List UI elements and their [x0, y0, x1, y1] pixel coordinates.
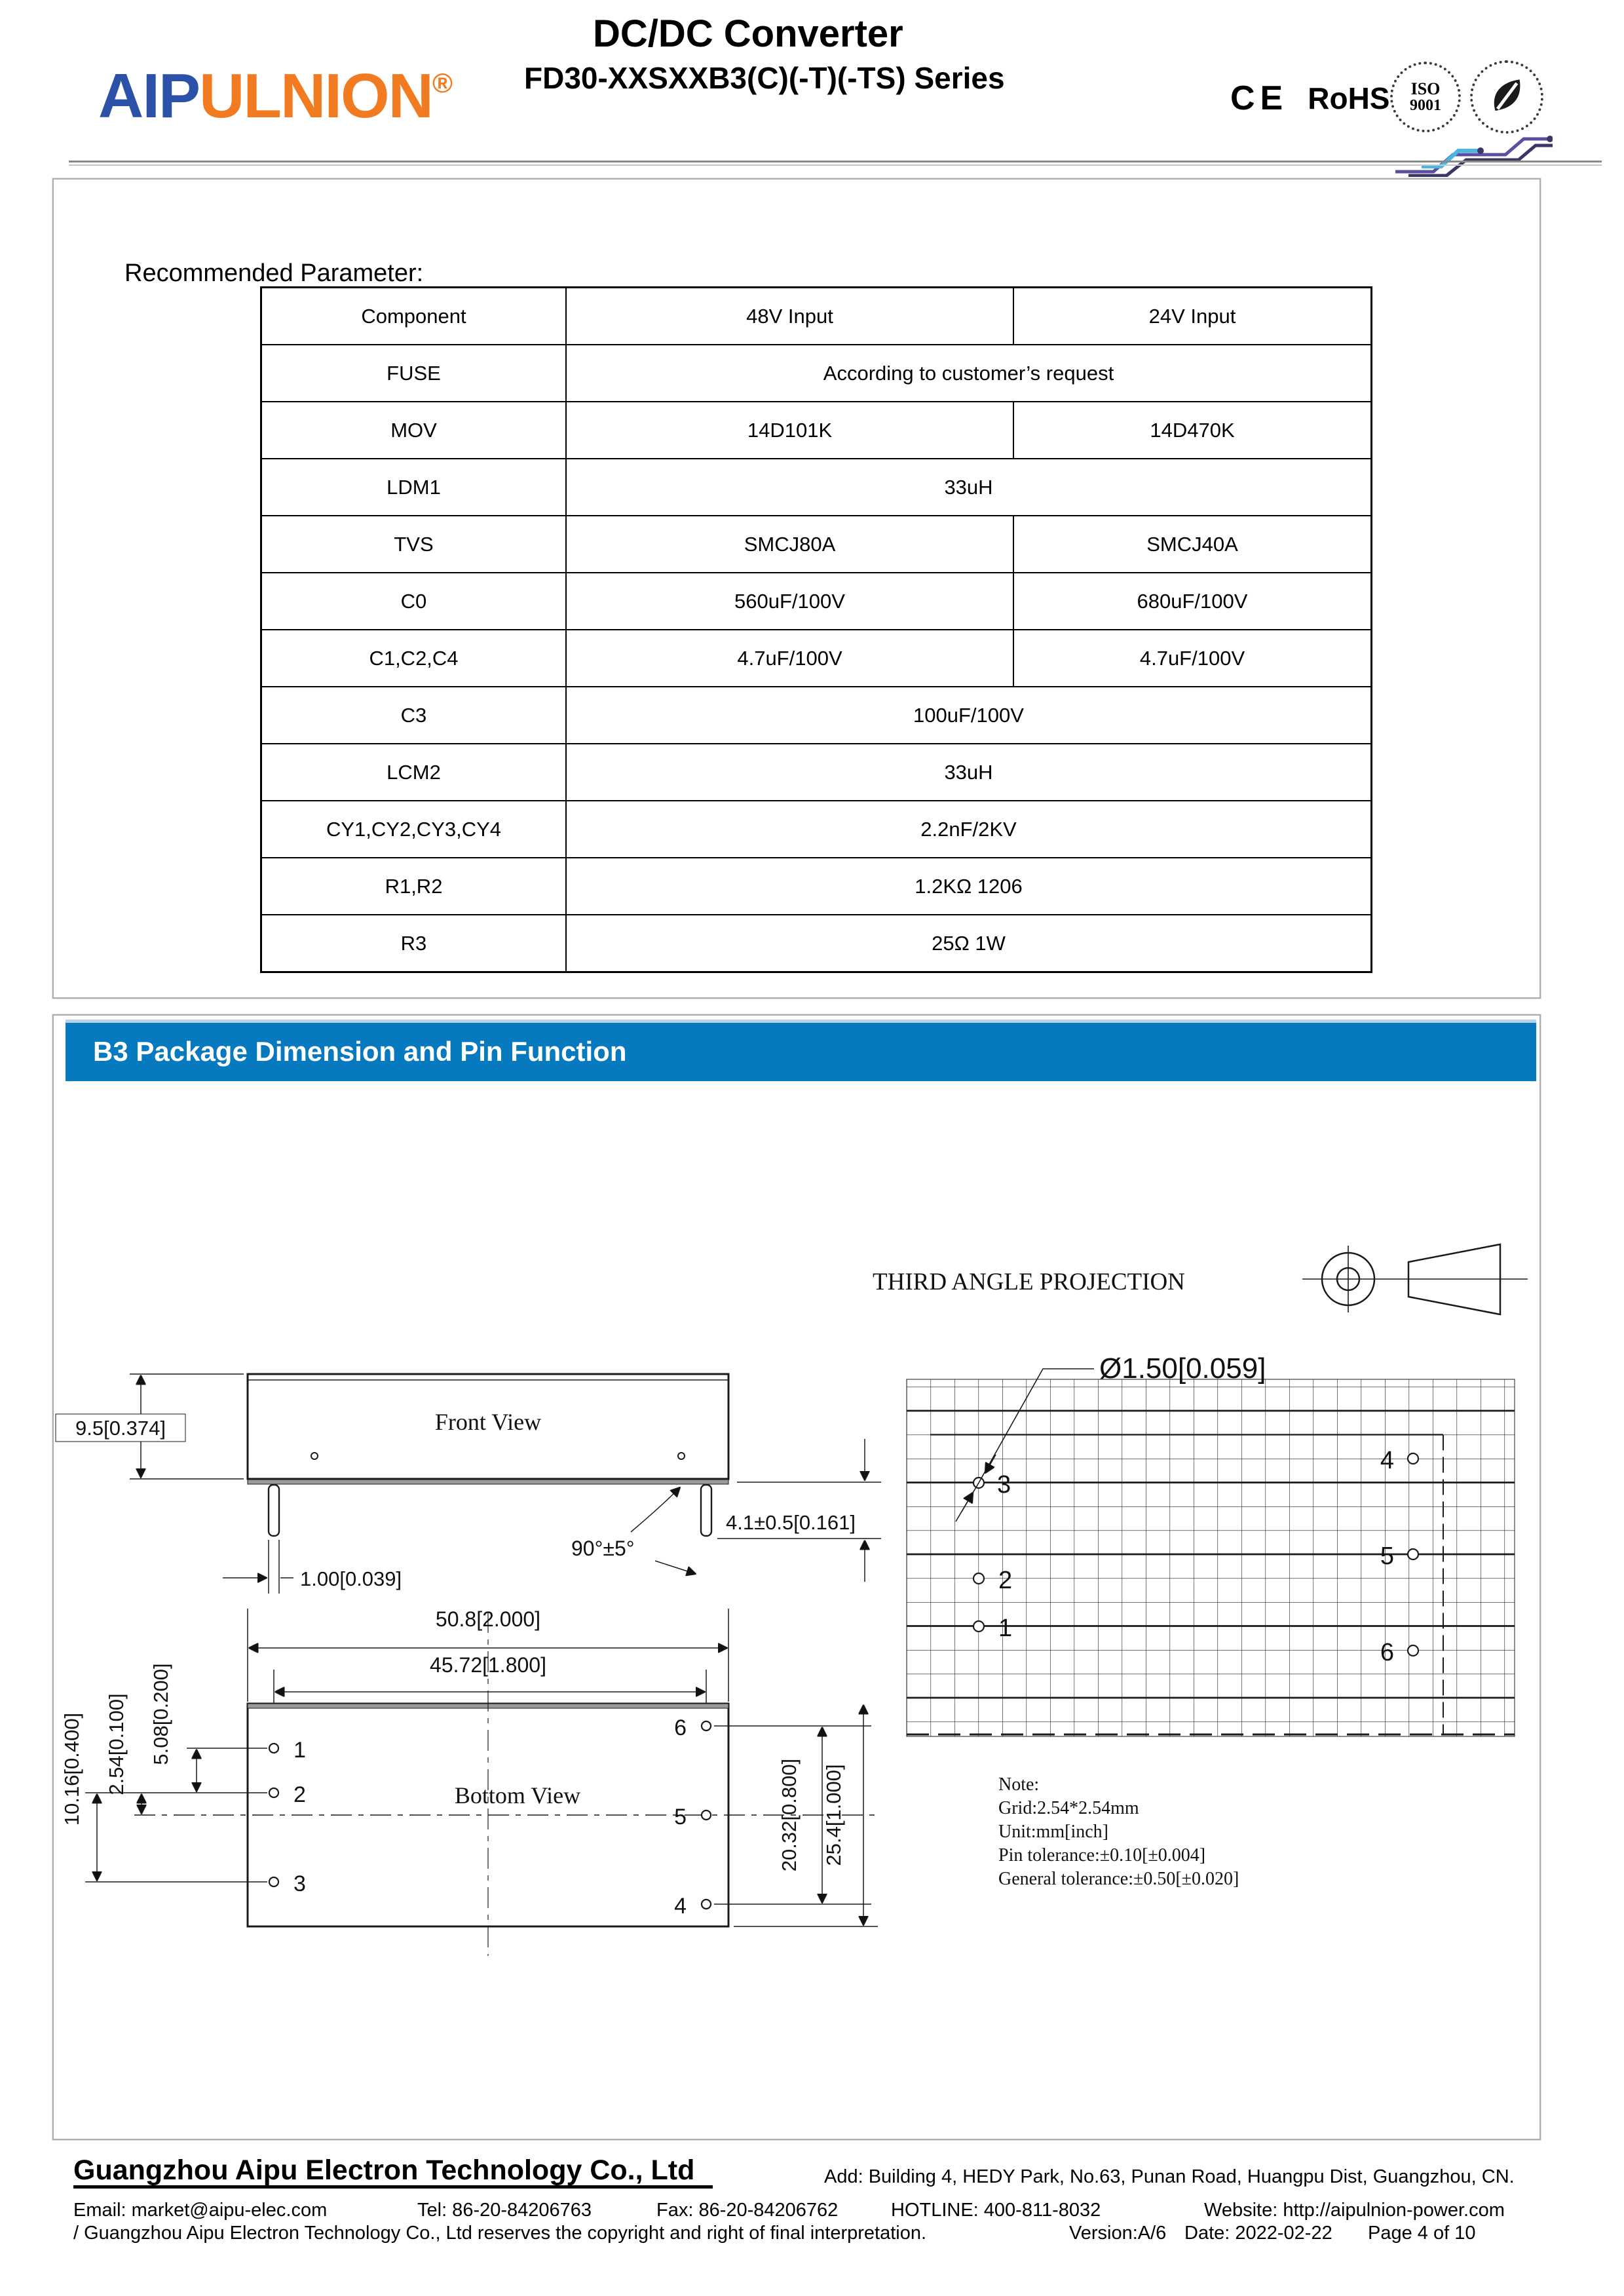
- bottom-view-drawing: [60, 1607, 878, 1956]
- cell-component: MOV: [261, 402, 567, 459]
- table-row: [261, 402, 1372, 459]
- table-header-row: [261, 288, 1372, 345]
- cell-value-24v: 680uF/100V: [1013, 573, 1372, 630]
- table-row: [261, 516, 1372, 573]
- cell-value-48v: 14D101K: [566, 402, 1013, 459]
- col-header-component: Component: [261, 288, 567, 345]
- cert-leaf-badge-icon: [1470, 60, 1543, 134]
- grid-pin-label-6: 6: [1380, 1639, 1394, 1666]
- table-row: [261, 801, 1372, 858]
- footer-page-number: Page 4 of 10: [1368, 2223, 1476, 2244]
- registered-mark: ®: [432, 67, 451, 98]
- pin-label-5: 5: [674, 1805, 687, 1829]
- table-row: [261, 573, 1372, 630]
- table-row: [261, 858, 1372, 915]
- dim-hole-diameter: Ø1.50[0.059]: [1099, 1352, 1266, 1385]
- series-subtitle: FD30-XXSXXB3(C)(-T)(-TS) Series: [524, 61, 1005, 95]
- ce-mark-icon: CE: [1230, 79, 1289, 117]
- dim-left-mid: 2.54[0.100]: [105, 1693, 128, 1795]
- header-divider: [69, 161, 1602, 166]
- col-header-24v: 24V Input: [1013, 288, 1372, 345]
- page-title: DC/DC Converter: [593, 12, 903, 55]
- note-line: Unit:mm[inch]: [998, 1822, 1108, 1842]
- note-title: Note:: [998, 1774, 1040, 1795]
- bottom-view-label: Bottom View: [454, 1782, 581, 1808]
- footer-version: Version:A/6: [1069, 2223, 1167, 2244]
- leaf-glyph-icon: [1484, 74, 1530, 120]
- pin-label-3: 3: [293, 1871, 306, 1896]
- pin-label-1: 1: [293, 1738, 306, 1763]
- dim-front-height: 9.5[0.374]: [75, 1417, 166, 1440]
- dim-right-outer: 25.4[1.000]: [822, 1764, 845, 1866]
- cell-component: C3: [261, 687, 567, 744]
- pin-label-6: 6: [674, 1715, 687, 1740]
- grid-pin-label-3: 3: [997, 1471, 1011, 1499]
- table-row: [261, 345, 1372, 402]
- pin-label-2: 2: [293, 1782, 306, 1807]
- cell-value-48v: 4.7uF/100V: [566, 630, 1013, 687]
- cell-component: C1,C2,C4: [261, 630, 567, 687]
- dimension-drawing: [52, 1088, 1541, 2137]
- projection-symbol-icon: [1302, 1244, 1528, 1314]
- cell-component: LCM2: [261, 744, 567, 801]
- footer-tel: Tel: 86-20-84206763: [417, 2200, 592, 2221]
- cell-component: LDM1: [261, 459, 567, 516]
- footer-copyright: / Guangzhou Aipu Electron Technology Co., Ltd reserves the copyright and right of final interpretation.: [73, 2223, 927, 2244]
- grid-pin-label-4: 4: [1380, 1447, 1394, 1474]
- dim-right-inner: 20.32[0.800]: [778, 1758, 801, 1872]
- cell-component: R3: [261, 915, 567, 972]
- table-row: [261, 915, 1372, 972]
- banner-title: B3 Package Dimension and Pin Function: [93, 1036, 627, 1067]
- table-row: [261, 630, 1372, 687]
- dim-pin-width: 1.00[0.039]: [300, 1567, 402, 1590]
- iso-badge-number: 9001: [1410, 97, 1441, 114]
- cell-value-48v: 560uF/100V: [566, 573, 1013, 630]
- company-logo: [98, 60, 451, 132]
- third-angle-projection: [873, 1244, 1528, 1314]
- projection-label: THIRD ANGLE PROJECTION: [873, 1269, 1185, 1295]
- footer-date: Date: 2022-02-22: [1184, 2223, 1332, 2244]
- col-header-48v: 48V Input: [566, 288, 1013, 345]
- dim-pin-span: 45.72[1.800]: [430, 1653, 546, 1677]
- footer-company-name: Guangzhou Aipu Electron Technology Co., Ltd: [73, 2156, 713, 2189]
- section-heading: Recommended Parameter:: [124, 259, 424, 287]
- cell-value: 100uF/100V: [566, 687, 1372, 744]
- cell-value: According to customer’s request: [566, 345, 1372, 402]
- rohs-mark: RoHS: [1308, 81, 1390, 115]
- circuit-decoration-icon: [1395, 124, 1553, 177]
- front-pin-right: [701, 1485, 711, 1536]
- cell-value: 2.2nF/2KV: [566, 801, 1372, 858]
- note-line: Grid:2.54*2.54mm: [998, 1798, 1139, 1818]
- front-pin-left: [269, 1485, 279, 1536]
- table-row: [261, 744, 1372, 801]
- dim-pin-length: 4.1±0.5[0.161]: [726, 1511, 856, 1534]
- certification-marks: [1230, 79, 1389, 118]
- dim-left-outer: 10.16[0.400]: [60, 1712, 83, 1826]
- footer-address: Add: Building 4, HEDY Park, No.63, Punan Road, Huangpu Dist, Guangzhou, CN.: [824, 2166, 1515, 2187]
- logo-part-blue: AIP: [98, 61, 200, 131]
- dim-pin-angle: 90°±5°: [571, 1537, 635, 1560]
- grid-pin-label-2: 2: [998, 1567, 1013, 1594]
- footer-website: Website: http://aipulnion-power.com: [1204, 2200, 1505, 2221]
- front-view-drawing: [56, 1374, 881, 1594]
- cell-value-48v: SMCJ80A: [566, 516, 1013, 573]
- note-line: General tolerance:±0.50[±0.020]: [998, 1869, 1239, 1889]
- grid-pin-label-5: 5: [1380, 1542, 1394, 1570]
- cell-component: CY1,CY2,CY3,CY4: [261, 801, 567, 858]
- cell-value: 33uH: [566, 459, 1372, 516]
- cell-value-24v: 14D470K: [1013, 402, 1372, 459]
- cell-value-24v: 4.7uF/100V: [1013, 630, 1372, 687]
- pin-label-4: 4: [674, 1894, 687, 1919]
- cell-value: 33uH: [566, 744, 1372, 801]
- table-row: [261, 459, 1372, 516]
- table-row: [261, 687, 1372, 744]
- cell-component: TVS: [261, 516, 567, 573]
- front-view-label: Front View: [434, 1409, 542, 1435]
- cell-component: FUSE: [261, 345, 567, 402]
- note-line: Pin tolerance:±0.10[±0.004]: [998, 1845, 1206, 1866]
- cell-value: 25Ω 1W: [566, 915, 1372, 972]
- iso-badge-text: ISO: [1410, 79, 1441, 98]
- cell-value-24v: SMCJ40A: [1013, 516, 1372, 573]
- section-banner: [66, 1020, 1536, 1081]
- grid-pin-label-1: 1: [998, 1615, 1013, 1642]
- cell-component: R1,R2: [261, 858, 567, 915]
- logo-part-orange: ULNION: [199, 61, 432, 131]
- note-block: [998, 1774, 1239, 1889]
- iso9001-badge-icon: [1390, 62, 1461, 132]
- dim-left-inner: 5.08[0.200]: [149, 1663, 172, 1765]
- dim-body-width: 50.8[2.000]: [435, 1607, 541, 1631]
- cell-value: 1.2KΩ 1206: [566, 858, 1372, 915]
- footer-fax: Fax: 86-20-84206762: [656, 2200, 839, 2221]
- cell-component: C0: [261, 573, 567, 630]
- pin-grid-drawing: [907, 1352, 1515, 1736]
- footer-email: Email: market@aipu-elec.com: [73, 2200, 328, 2221]
- recommended-parameter-table: [260, 286, 1372, 973]
- footer-hotline: HOTLINE: 400-811-8032: [891, 2200, 1101, 2221]
